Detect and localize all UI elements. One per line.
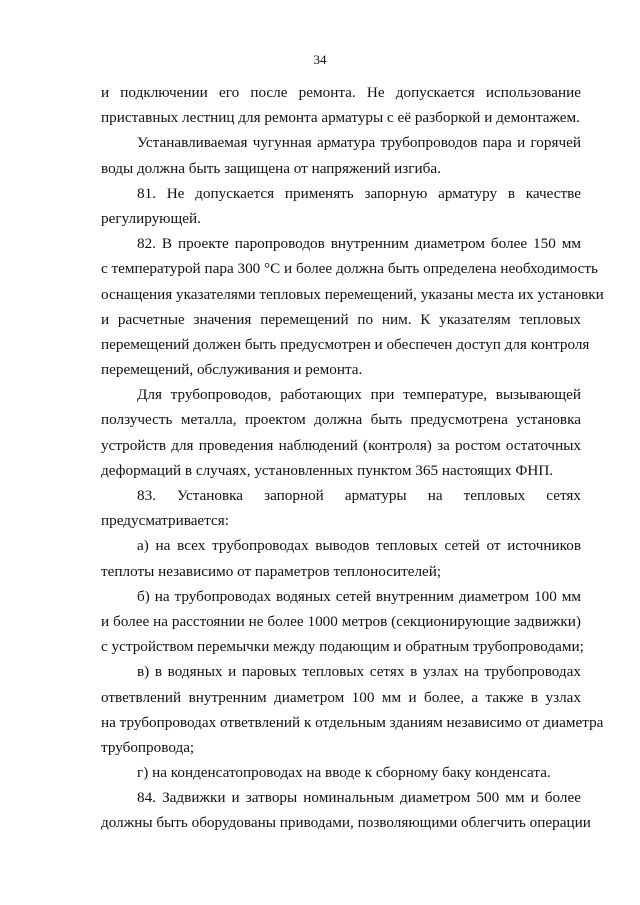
text-line: теплоты независимо от параметров теплоносителей;: [101, 562, 442, 580]
text-line: в) в водяных и паровых тепловых сетях в узлах на трубопроводах: [137, 663, 581, 681]
text-line: г) на конденсатопроводах на вводе к сборному баку конденсата.: [137, 764, 551, 782]
text-line: оснащения указателями тепловых перемещений, указаны места их установки: [101, 285, 604, 303]
page-number: 34: [313, 52, 327, 67]
text-line: Для трубопроводов, работающих при температуре, вызывающей: [137, 386, 581, 404]
text-line: с температурой пара 300 °С и более должна быть определена необходимость: [101, 260, 598, 278]
text-line: б) на трубопроводах водяных сетей внутренним диаметром 100 мм: [137, 587, 581, 605]
text-line: перемещений должен быть предусмотрен и обеспечен доступ для контроля: [101, 335, 590, 353]
text-line: и расчетные значения перемещений по ним. К указателям тепловых: [101, 310, 581, 328]
text-line: 81. Не допускается применять запорную арматуру в качестве: [137, 184, 581, 202]
text-line: а) на всех трубопроводах выводов тепловых сетей от источников: [137, 537, 581, 555]
text-line: воды должна быть защищена от напряжений изгиба.: [101, 159, 441, 177]
text-line: Устанавливаемая чугунная арматура трубопроводов пара и горячей: [137, 134, 581, 152]
text-line: трубопровода;: [101, 738, 195, 756]
text-line: ползучесть металла, проектом должна быть предусмотрена установка: [101, 411, 581, 429]
document-body: [101, 80, 604, 836]
text-line: деформаций в случаях, установленных пунктом 365 настоящих ФНП.: [101, 461, 554, 479]
text-line: и подключении его после ремонта. Не допускается использование: [101, 84, 581, 101]
text-line: 83. Установка запорной арматуры на тепловых сетях: [137, 487, 581, 504]
text-line: предусматривается:: [101, 512, 229, 530]
text-line: перемещений, обслуживания и ремонта.: [101, 361, 363, 379]
text-line: устройств для проведения наблюдений (контроля) за ростом остаточных: [101, 436, 581, 454]
text-line: на трубопроводах ответвлений к отдельным зданиям независимо от диаметра: [101, 713, 604, 731]
text-line: 84. Задвижки и затворы номинальным диаметром 500 мм и более: [137, 789, 581, 807]
text-line: ответвлений внутренним диаметром 100 мм и более, а также в узлах: [101, 688, 581, 706]
text-line: регулирующей.: [101, 209, 201, 227]
text-line: должны быть оборудованы приводами, позволяющими облегчить операции: [101, 814, 591, 832]
text-line: приставных лестниц для ремонта арматуры с её разборкой и демонтажем.: [101, 109, 580, 127]
text-line: 82. В проекте паропроводов внутренним диаметром более 150 мм: [137, 235, 581, 253]
text-line: с устройством перемычки между подающим и обратным трубопроводами;: [101, 638, 584, 656]
text-line: и более на расстоянии не более 1000 метров (секционирующие задвижки): [101, 612, 581, 630]
